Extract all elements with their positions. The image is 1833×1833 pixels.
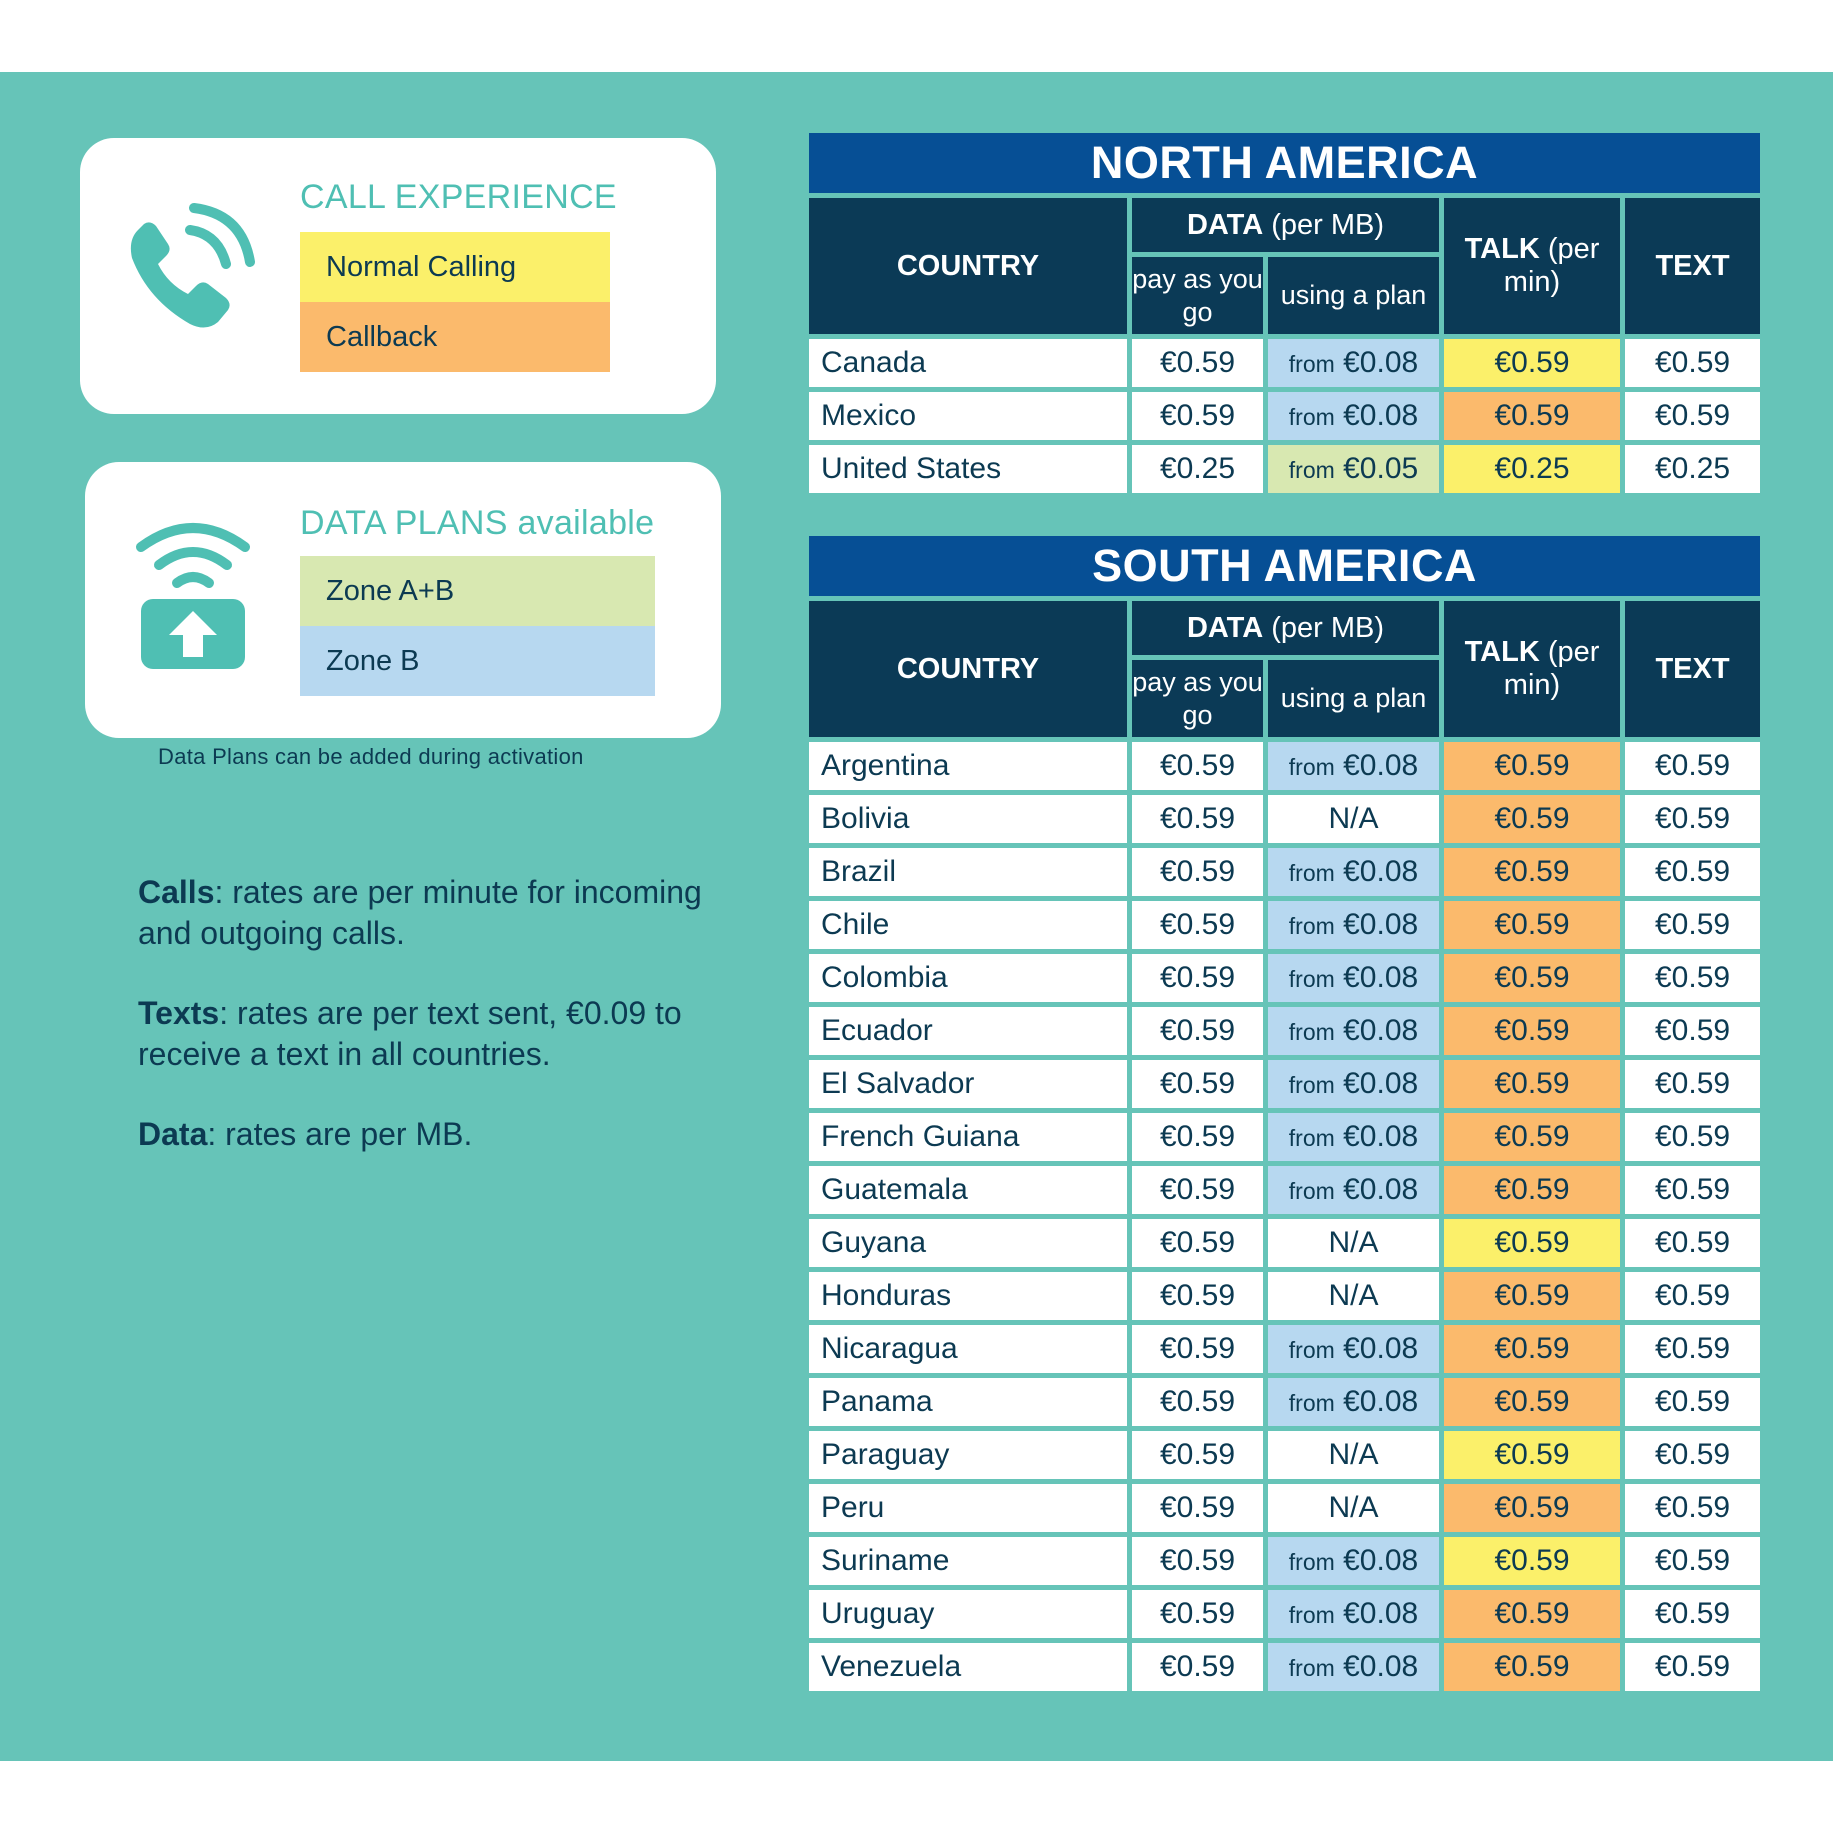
- cell-pay-as-you-go: €0.59: [1132, 742, 1263, 790]
- table-row: [809, 1643, 1760, 1691]
- cell-plan: [1268, 339, 1439, 387]
- cell-pay-as-you-go: €0.25: [1132, 445, 1263, 493]
- header-talk-unit: (per min): [1503, 636, 1600, 701]
- cell-country: Paraguay: [809, 1431, 1127, 1479]
- texts-text: : rates are per text sent, €0.09 to receive a text in all countries.: [138, 995, 682, 1072]
- cell-country: United States: [809, 445, 1127, 493]
- table-row: [809, 1272, 1760, 1320]
- cell-talk: €0.59: [1444, 1060, 1620, 1108]
- cell-plan: [1268, 954, 1439, 1002]
- cell-plan: [1268, 1166, 1439, 1214]
- header-talk-label: TALK: [1464, 233, 1540, 265]
- plan-value: €0.08: [1343, 1650, 1419, 1683]
- calls-text: : rates are per minute for incoming and outgoing calls.: [138, 874, 702, 951]
- cell-text: €0.59: [1625, 1007, 1760, 1055]
- from-prefix: from: [1288, 1549, 1335, 1575]
- cell-plan: [1268, 1007, 1439, 1055]
- table-row: [809, 954, 1760, 1002]
- cell-plan: [1268, 392, 1439, 440]
- cell-country: Bolivia: [809, 795, 1127, 843]
- header-data-label: DATA: [1186, 611, 1264, 644]
- table-row: [809, 392, 1760, 440]
- table-row: [809, 1219, 1760, 1267]
- cell-talk: €0.59: [1444, 1219, 1620, 1267]
- table-row: [809, 1378, 1760, 1426]
- header-using-a-plan: using a plan: [1268, 257, 1439, 334]
- table-row: [809, 1060, 1760, 1108]
- header-text: TEXT: [1625, 198, 1760, 334]
- cell-pay-as-you-go: €0.59: [1132, 392, 1263, 440]
- call-experience-heading: CALL EXPERIENCE: [300, 178, 617, 216]
- data-note: [138, 1114, 738, 1155]
- from-prefix: from: [1288, 1072, 1335, 1098]
- header-using-a-plan: using a plan: [1268, 660, 1439, 737]
- cell-talk: €0.59: [1444, 901, 1620, 949]
- header-pay-as-you-go: pay as you go: [1132, 257, 1263, 334]
- cell-pay-as-you-go: €0.59: [1132, 1484, 1263, 1532]
- cell-talk: €0.59: [1444, 1166, 1620, 1214]
- cell-text: €0.59: [1625, 339, 1760, 387]
- cell-text: €0.59: [1625, 1219, 1760, 1267]
- cell-talk: €0.59: [1444, 1643, 1620, 1691]
- cell-plan: [1268, 1113, 1439, 1161]
- cell-talk: €0.59: [1444, 392, 1620, 440]
- cell-talk: €0.59: [1444, 1007, 1620, 1055]
- cell-pay-as-you-go: €0.59: [1132, 1113, 1263, 1161]
- cell-plan: N/A: [1268, 1219, 1439, 1267]
- plan-value: €0.08: [1343, 1067, 1419, 1100]
- data-text: : rates are per MB.: [207, 1116, 473, 1152]
- header-talk: [1444, 601, 1620, 737]
- header-text: TEXT: [1625, 601, 1760, 737]
- header-talk-label: TALK: [1464, 636, 1540, 668]
- cell-pay-as-you-go: €0.59: [1132, 1007, 1263, 1055]
- table-row: [809, 901, 1760, 949]
- table-row: [809, 1166, 1760, 1214]
- wifi-upload-icon: [133, 517, 253, 677]
- header-country: COUNTRY: [809, 601, 1127, 737]
- legend-callback: Callback: [300, 302, 610, 372]
- header-data: [1132, 198, 1439, 252]
- data-plans-note: Data Plans can be added during activation: [158, 744, 584, 769]
- cell-country: Chile: [809, 901, 1127, 949]
- cell-country: French Guiana: [809, 1113, 1127, 1161]
- plan-value: €0.08: [1343, 1173, 1419, 1206]
- cell-country: Guatemala: [809, 1166, 1127, 1214]
- from-prefix: from: [1288, 457, 1335, 483]
- legend-zone-a-b: Zone A+B: [300, 556, 655, 626]
- from-prefix: from: [1288, 860, 1335, 886]
- cell-text: €0.59: [1625, 1060, 1760, 1108]
- from-prefix: from: [1288, 1019, 1335, 1045]
- table-row: [809, 1431, 1760, 1479]
- cell-pay-as-you-go: €0.59: [1132, 1431, 1263, 1479]
- plan-value: €0.08: [1343, 1597, 1419, 1630]
- plan-value: €0.08: [1343, 1385, 1419, 1418]
- plan-value: €0.08: [1343, 749, 1419, 782]
- north-america-table: [804, 128, 1765, 498]
- calls-note: [138, 872, 738, 954]
- cell-text: €0.59: [1625, 1431, 1760, 1479]
- call-experience-card: [80, 138, 716, 414]
- cell-talk: €0.59: [1444, 795, 1620, 843]
- plan-value: €0.08: [1343, 1544, 1419, 1577]
- cell-text: €0.59: [1625, 954, 1760, 1002]
- cell-talk: €0.59: [1444, 1431, 1620, 1479]
- cell-text: €0.59: [1625, 1378, 1760, 1426]
- cell-plan: N/A: [1268, 795, 1439, 843]
- cell-country: Brazil: [809, 848, 1127, 896]
- plan-value: €0.08: [1343, 855, 1419, 888]
- table-row: [809, 339, 1760, 387]
- header-data-label: DATA: [1186, 208, 1264, 241]
- cell-country: Canada: [809, 339, 1127, 387]
- from-prefix: from: [1288, 913, 1335, 939]
- plan-value: €0.08: [1343, 1332, 1419, 1365]
- texts-label: Texts: [138, 995, 220, 1031]
- header-data-unit: (per MB): [1271, 611, 1385, 644]
- cell-talk: €0.59: [1444, 1590, 1620, 1638]
- cell-talk: €0.59: [1444, 339, 1620, 387]
- from-prefix: from: [1288, 404, 1335, 430]
- cell-pay-as-you-go: €0.59: [1132, 1590, 1263, 1638]
- header-data: [1132, 601, 1439, 655]
- header-data-unit: (per MB): [1271, 208, 1385, 241]
- region-title: SOUTH AMERICA: [809, 536, 1760, 596]
- cell-pay-as-you-go: €0.59: [1132, 1060, 1263, 1108]
- cell-plan: [1268, 1537, 1439, 1585]
- cell-talk: €0.59: [1444, 1113, 1620, 1161]
- legend-zone-b: Zone B: [300, 626, 655, 696]
- cell-pay-as-you-go: €0.59: [1132, 795, 1263, 843]
- table-row: [809, 1007, 1760, 1055]
- from-prefix: from: [1288, 1602, 1335, 1628]
- table-row: [809, 742, 1760, 790]
- cell-text: €0.59: [1625, 1272, 1760, 1320]
- table-row: [809, 1590, 1760, 1638]
- south-america-table: [804, 531, 1765, 1696]
- cell-talk: €0.59: [1444, 1325, 1620, 1373]
- cell-text: €0.59: [1625, 1325, 1760, 1373]
- cell-pay-as-you-go: €0.59: [1132, 1166, 1263, 1214]
- cell-plan: [1268, 1643, 1439, 1691]
- from-prefix: from: [1288, 966, 1335, 992]
- cell-talk: €0.59: [1444, 954, 1620, 1002]
- plan-value: €0.05: [1343, 452, 1419, 485]
- cell-text: €0.59: [1625, 795, 1760, 843]
- data-plans-card: [85, 462, 721, 738]
- cell-country: Suriname: [809, 1537, 1127, 1585]
- header-country: COUNTRY: [809, 198, 1127, 334]
- cell-plan: [1268, 445, 1439, 493]
- cell-country: Peru: [809, 1484, 1127, 1532]
- cell-text: €0.59: [1625, 1590, 1760, 1638]
- table-row: [809, 1113, 1760, 1161]
- cell-pay-as-you-go: €0.59: [1132, 1272, 1263, 1320]
- cell-plan: [1268, 742, 1439, 790]
- plan-value: €0.08: [1343, 399, 1419, 432]
- table-row: [809, 1484, 1760, 1532]
- cell-text: €0.59: [1625, 901, 1760, 949]
- cell-country: Panama: [809, 1378, 1127, 1426]
- cell-country: Venezuela: [809, 1643, 1127, 1691]
- cell-country: Ecuador: [809, 1007, 1127, 1055]
- data-label: Data: [138, 1116, 208, 1152]
- from-prefix: from: [1288, 1337, 1335, 1363]
- table-row: [809, 1537, 1760, 1585]
- cell-plan: [1268, 1378, 1439, 1426]
- cell-country: Guyana: [809, 1219, 1127, 1267]
- plan-value: €0.08: [1343, 1014, 1419, 1047]
- cell-pay-as-you-go: €0.59: [1132, 1643, 1263, 1691]
- region-title: NORTH AMERICA: [809, 133, 1760, 193]
- cell-pay-as-you-go: €0.59: [1132, 901, 1263, 949]
- from-prefix: from: [1288, 1125, 1335, 1151]
- cell-text: €0.59: [1625, 1643, 1760, 1691]
- from-prefix: from: [1288, 1178, 1335, 1204]
- data-plans-heading: DATA PLANS available: [300, 504, 655, 542]
- cell-talk: €0.59: [1444, 848, 1620, 896]
- cell-talk: €0.59: [1444, 1378, 1620, 1426]
- cell-plan: [1268, 848, 1439, 896]
- from-prefix: from: [1288, 351, 1335, 377]
- plan-value: €0.08: [1343, 1120, 1419, 1153]
- table-row: [809, 445, 1760, 493]
- cell-text: €0.25: [1625, 445, 1760, 493]
- cell-talk: €0.59: [1444, 1537, 1620, 1585]
- cell-pay-as-you-go: €0.59: [1132, 1219, 1263, 1267]
- cell-country: El Salvador: [809, 1060, 1127, 1108]
- cell-country: Uruguay: [809, 1590, 1127, 1638]
- cell-text: €0.59: [1625, 1484, 1760, 1532]
- cell-talk: €0.59: [1444, 742, 1620, 790]
- cell-pay-as-you-go: €0.59: [1132, 1325, 1263, 1373]
- cell-plan: [1268, 1325, 1439, 1373]
- cell-plan: [1268, 1060, 1439, 1108]
- cell-country: Argentina: [809, 742, 1127, 790]
- cell-text: €0.59: [1625, 1166, 1760, 1214]
- texts-note: [138, 993, 738, 1075]
- table-row: [809, 848, 1760, 896]
- calls-label: Calls: [138, 874, 215, 910]
- cell-pay-as-you-go: €0.59: [1132, 954, 1263, 1002]
- cell-text: €0.59: [1625, 1537, 1760, 1585]
- cell-talk: €0.59: [1444, 1272, 1620, 1320]
- table-row: [809, 795, 1760, 843]
- header-talk-unit: (per min): [1503, 233, 1600, 298]
- plan-value: €0.08: [1343, 908, 1419, 941]
- cell-text: €0.59: [1625, 392, 1760, 440]
- plan-value: €0.08: [1343, 346, 1419, 379]
- cell-plan: N/A: [1268, 1272, 1439, 1320]
- cell-pay-as-you-go: €0.59: [1132, 339, 1263, 387]
- cell-country: Colombia: [809, 954, 1127, 1002]
- plan-value: €0.08: [1343, 961, 1419, 994]
- cell-talk: €0.59: [1444, 1484, 1620, 1532]
- cell-text: €0.59: [1625, 1113, 1760, 1161]
- cell-country: Honduras: [809, 1272, 1127, 1320]
- cell-talk: €0.25: [1444, 445, 1620, 493]
- header-pay-as-you-go: pay as you go: [1132, 660, 1263, 737]
- cell-pay-as-you-go: €0.59: [1132, 848, 1263, 896]
- legend-normal-calling: Normal Calling: [300, 232, 610, 302]
- cell-plan: [1268, 1590, 1439, 1638]
- from-prefix: from: [1288, 1655, 1335, 1681]
- table-row: [809, 1325, 1760, 1373]
- cell-country: Nicaragua: [809, 1325, 1127, 1373]
- cell-plan: N/A: [1268, 1431, 1439, 1479]
- cell-country: Mexico: [809, 392, 1127, 440]
- header-talk: [1444, 198, 1620, 334]
- cell-text: €0.59: [1625, 742, 1760, 790]
- cell-text: €0.59: [1625, 848, 1760, 896]
- phone-icon: [118, 200, 258, 340]
- cell-plan: N/A: [1268, 1484, 1439, 1532]
- cell-pay-as-you-go: €0.59: [1132, 1537, 1263, 1585]
- cell-plan: [1268, 901, 1439, 949]
- from-prefix: from: [1288, 754, 1335, 780]
- cell-pay-as-you-go: €0.59: [1132, 1378, 1263, 1426]
- from-prefix: from: [1288, 1390, 1335, 1416]
